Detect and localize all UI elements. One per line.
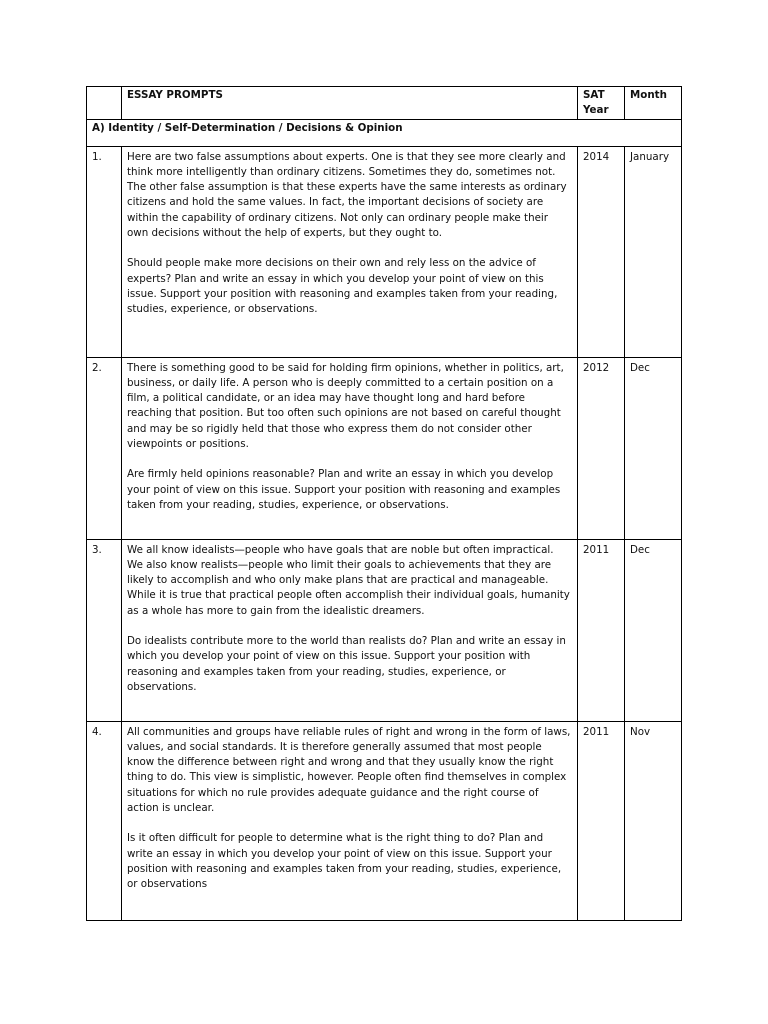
prompt-text-cell	[122, 721, 578, 920]
prompt-number: 1.	[87, 146, 122, 357]
prompt-text-cell	[122, 357, 578, 539]
prompt-year: 2011	[578, 539, 625, 721]
prompt-year: 2012	[578, 357, 625, 539]
prompt-question: Is it often difficult for people to determine what is the right thing to do? Plan and write an essay in which you develop your point of view on this issue. Support your position with reasoning and examples taken from your reading, studies, experience, or observations	[127, 832, 562, 891]
header-sat-year-cell: SAT Year	[578, 87, 625, 120]
prompt-month: Dec	[625, 357, 682, 539]
prompt-question: Are firmly held opinions reasonable? Plan and write an essay in which you develop your point of view on this issue. Support your position with reasoning and examples taken from your reading, studies, experience, or observations.	[127, 468, 561, 511]
prompt-passage: Here are two false assumptions about experts. One is that they see more clearly and think more intelligently than ordinary citizens. Sometimes they do, sometimes not. The other false assumption is that these experts have the same interests as ordinary citizens and hold the same values. In fact, the important decisions of society are within the capability of ordinary citizens. Not only can ordinary people make their own decisions without the help of experts, but they ought to.	[127, 150, 567, 240]
header-prompts-cell: ESSAY PROMPTS	[122, 87, 578, 120]
prompt-row	[87, 721, 682, 920]
header-month-cell: Month	[625, 87, 682, 120]
prompt-question: Should people make more decisions on their own and rely less on the advice of experts? Plan and write an essay in which you develop your point of view on this issue. Support your position with reasoning and examples taken from your reading, studies, experience, or observations.	[127, 257, 558, 316]
prompt-year: 2011	[578, 721, 625, 920]
prompt-question: Do idealists contribute more to the world than realists do? Plan and write an essay in which you develop your point of view on this issue. Support your position with reasoning and examples taken from your reading, studies, experience, or observations.	[127, 635, 566, 693]
prompt-year: 2014	[578, 146, 625, 357]
header-row	[87, 87, 682, 120]
prompt-number: 2.	[87, 357, 122, 539]
prompt-month: January	[625, 146, 682, 357]
essay-prompts-table	[86, 86, 682, 921]
prompt-passage: We all know idealists—people who have goals that are noble but often impractical. We also know realists—people who limit their goals to achievements that they are likely to accomplish and who only make plans that are practical and manageable. While it is true that practical people often accomplish their individual goals, humanity as a whole has more to gain from the idealistic dreamers.	[127, 543, 570, 617]
prompt-text-cell	[122, 539, 578, 721]
prompt-row	[87, 146, 682, 357]
section-row	[87, 119, 682, 146]
prompt-row	[87, 357, 682, 539]
header-num-cell	[87, 87, 122, 120]
prompt-passage: All communities and groups have reliable rules of right and wrong in the form of laws, values, and social standards. It is therefore generally assumed that most people know the difference between right and wrong and that they usually know the right thing to do. This view is simplistic, however. People often find themselves in complex situations for which no rule provides adequate guidance and the right course of action is unclear.	[127, 725, 571, 815]
prompt-passage: There is something good to be said for holding firm opinions, whether in politics, art, business, or daily life. A person who is deeply committed to a certain position on a film, a political candidate, or an idea may have thought long and hard before reaching that position. But too often such opinions are not based on careful thought and may be so rigidly held that those who express them do not consider other viewpoints or positions.	[127, 361, 564, 451]
prompt-month: Dec	[625, 539, 682, 721]
prompt-number: 3.	[87, 539, 122, 721]
prompt-month: Nov	[625, 721, 682, 920]
section-title: A) Identity / Self-Determination / Decisions & Opinion	[87, 119, 682, 146]
prompt-row	[87, 539, 682, 721]
prompt-text-cell	[122, 146, 578, 357]
prompt-number: 4.	[87, 721, 122, 920]
